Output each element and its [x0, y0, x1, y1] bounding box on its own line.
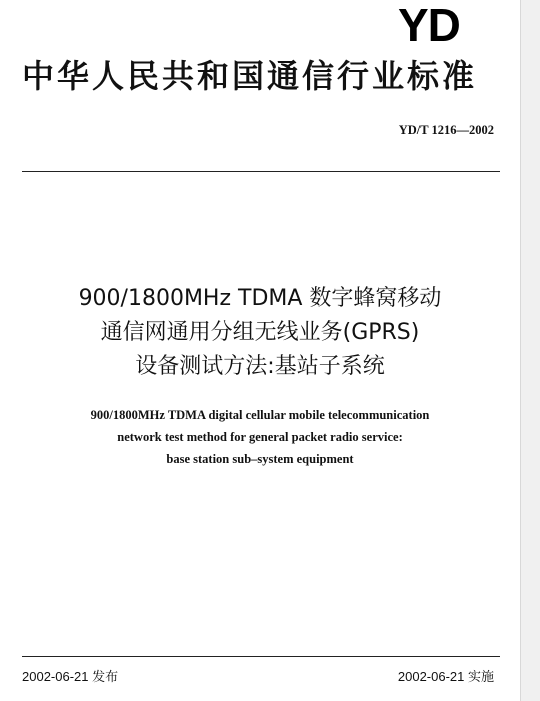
english-title-line-3: base station sub–system equipment — [166, 452, 354, 466]
scrollbar[interactable] — [520, 0, 540, 701]
top-divider — [22, 171, 500, 172]
organization-title: 中华人民共和国通信行业标准 — [22, 57, 478, 95]
chinese-title — [0, 282, 520, 384]
publish-date: 2002-06-21 发布 — [22, 669, 119, 684]
english-title-line-1: 900/1800MHz TDMA digital cellular mobile telecommunication — [90, 408, 430, 422]
standard-code: YD/T 1216—2002 — [398, 123, 494, 137]
bottom-divider — [22, 656, 500, 657]
chinese-title-line-2: 通信网通用分组无线业务(GPRS) — [100, 320, 420, 345]
chinese-title-line-3: 设备测试方法:基站子系统 — [135, 354, 385, 379]
implementation-date: 2002-06-21 实施 — [397, 669, 494, 684]
chinese-title-line-1: 900/1800MHz TDMA 数字蜂窝移动 — [78, 286, 442, 311]
english-title — [0, 404, 520, 470]
english-title-line-2: network test method for general packet radio service: — [117, 430, 403, 444]
yd-logo: YD — [398, 0, 460, 51]
